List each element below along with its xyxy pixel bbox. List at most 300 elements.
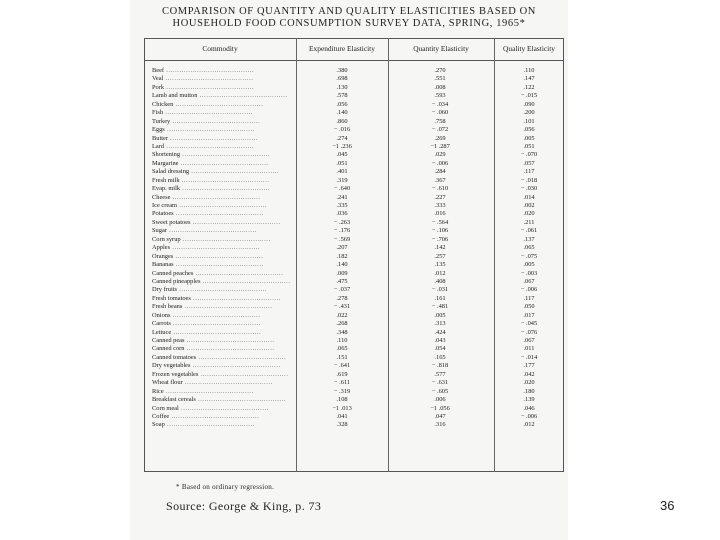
commodity-name: Margarine — [152, 159, 179, 167]
quality-elasticity-cell: .012 — [523, 421, 535, 429]
expenditure-elasticity-cell: .130 — [336, 83, 348, 91]
leader-dots: ........................................ — [200, 277, 291, 285]
expenditure-elasticity-cell: − .176 — [333, 227, 351, 235]
quality-elasticity-cell: .042 — [523, 370, 535, 378]
commodity-name: Pork — [152, 83, 165, 91]
commodity-name: Apples — [152, 244, 171, 252]
quantity-elasticity-cell: .012 — [434, 269, 446, 277]
quality-elasticity-cell: .180 — [523, 387, 535, 395]
commodity-cell — [152, 126, 298, 134]
commodity-cell — [152, 185, 298, 193]
table-row — [144, 312, 564, 320]
expenditure-elasticity-cell: − .319 — [333, 387, 351, 395]
commodity-cell — [152, 337, 298, 345]
source-citation: Source: George & King, p. 73 — [166, 499, 322, 513]
leader-dots: ........................................ — [177, 202, 268, 209]
table-row — [144, 151, 564, 159]
commodity-cell — [152, 413, 298, 421]
leader-dots: ........................................ — [190, 294, 281, 302]
quantity-elasticity-cell: −1 .056 — [430, 404, 450, 412]
quality-elasticity-cell: .090 — [523, 100, 535, 108]
commodity-name: Lamb and mutton — [152, 92, 198, 100]
expenditure-elasticity-cell: −1 .236 — [332, 142, 352, 150]
quality-elasticity-cell: − .030 — [520, 185, 538, 193]
quantity-elasticity-cell: .316 — [434, 421, 446, 429]
commodity-name: Sugar — [152, 227, 167, 235]
quantity-elasticity-cell: .047 — [434, 412, 446, 420]
scanned-table-page — [130, 0, 568, 540]
leader-dots: ........................................ — [178, 404, 269, 412]
commodity-cell — [152, 202, 298, 210]
leader-dots: ........................................ — [164, 421, 255, 429]
quantity-elasticity-cell: −1 .287 — [430, 142, 450, 150]
commodity-cell — [152, 236, 298, 244]
leader-dots: ........................................ — [177, 286, 268, 294]
commodity-cell — [152, 92, 298, 100]
quality-elasticity-cell: − .076 — [520, 328, 538, 336]
expenditure-elasticity-cell: .274 — [336, 134, 348, 142]
quantity-elasticity-cell: .005 — [434, 311, 446, 319]
leader-dots: ........................................ — [173, 261, 264, 269]
quality-elasticity-cell: .139 — [523, 396, 535, 404]
table-row — [144, 160, 564, 168]
expenditure-elasticity-cell: .348 — [336, 328, 348, 336]
leader-dots: ........................................ — [164, 67, 255, 74]
leader-dots: ........................................ — [178, 159, 269, 167]
quantity-elasticity-cell: − .818 — [431, 362, 449, 370]
commodity-name: Corn meal — [152, 404, 179, 412]
table-row — [144, 185, 564, 193]
commodity-cell — [152, 303, 298, 311]
expenditure-elasticity-cell: .335 — [336, 202, 348, 209]
table-row — [144, 371, 564, 379]
table-row — [144, 202, 564, 210]
commodity-cell — [152, 396, 298, 404]
quantity-elasticity-cell: .008 — [434, 83, 446, 91]
quantity-elasticity-cell: .142 — [434, 244, 446, 252]
table-row — [144, 118, 564, 126]
quantity-elasticity-cell: .270 — [434, 67, 446, 74]
leader-dots: ........................................ — [196, 353, 287, 361]
commodity-name: Canned corn — [152, 345, 185, 353]
leader-dots: ........................................ — [195, 396, 286, 404]
quantity-elasticity-cell: .165 — [434, 353, 446, 361]
quantity-elasticity-cell: .029 — [434, 151, 446, 159]
quality-elasticity-cell: .020 — [523, 210, 535, 218]
commodity-cell — [152, 177, 298, 185]
commodity-cell — [152, 388, 298, 396]
header-rule — [144, 60, 564, 61]
quality-elasticity-cell: − .045 — [520, 320, 538, 328]
expenditure-elasticity-cell: .056 — [336, 100, 348, 108]
expenditure-elasticity-cell: − .611 — [333, 379, 351, 387]
quality-elasticity-cell: .051 — [523, 142, 535, 150]
quantity-elasticity-cell: − .060 — [431, 109, 449, 117]
commodity-name: Breakfast cereals — [152, 396, 196, 404]
quality-elasticity-cell: − .006 — [520, 286, 538, 294]
commodity-name: Cheese — [152, 193, 171, 201]
quantity-elasticity-cell: .593 — [434, 92, 446, 100]
expenditure-elasticity-cell: .022 — [336, 311, 348, 319]
commodity-cell — [152, 320, 298, 328]
table-row — [144, 168, 564, 176]
table-row — [144, 135, 564, 143]
quality-elasticity-cell: .177 — [523, 362, 535, 370]
quantity-elasticity-cell: .006 — [434, 396, 446, 404]
quality-elasticity-cell: .122 — [523, 83, 535, 91]
quality-elasticity-cell: − .075 — [520, 252, 538, 260]
leader-dots: ........................................ — [170, 320, 261, 328]
commodity-name: Lettuce — [152, 328, 172, 336]
quantity-elasticity-cell: .551 — [434, 75, 446, 83]
quality-elasticity-cell: − .003 — [520, 269, 538, 277]
quantity-elasticity-cell: .367 — [434, 176, 446, 184]
leader-dots: ........................................ — [163, 387, 254, 395]
quantity-elasticity-cell: .257 — [434, 252, 446, 260]
commodity-cell — [152, 194, 298, 202]
table-row — [144, 388, 564, 396]
quality-elasticity-cell: .117 — [523, 168, 535, 176]
header-quality-elasticity: Quality Elasticity — [503, 44, 555, 53]
leader-dots: ........................................ — [190, 362, 281, 370]
commodity-name: Fresh beans — [152, 303, 183, 311]
commodity-name: Canned peas — [152, 337, 185, 344]
expenditure-elasticity-cell: − .431 — [333, 303, 351, 311]
expenditure-elasticity-cell: − .641 — [333, 362, 351, 370]
quantity-elasticity-cell: .333 — [434, 202, 446, 209]
quality-elasticity-cell: .211 — [523, 218, 535, 226]
quantity-elasticity-cell: .758 — [434, 117, 446, 125]
expenditure-elasticity-cell: − .016 — [333, 126, 351, 134]
table-body — [144, 67, 564, 430]
commodity-cell — [152, 143, 298, 151]
quantity-elasticity-cell: − .631 — [431, 379, 449, 387]
expenditure-elasticity-cell: .108 — [336, 396, 348, 404]
commodity-cell — [152, 295, 298, 303]
quality-elasticity-cell: − .061 — [520, 227, 538, 235]
commodity-name: Frozen vegetables — [152, 370, 199, 378]
quantity-elasticity-cell: − .481 — [431, 303, 449, 311]
table-row — [144, 67, 564, 75]
quality-elasticity-cell: .005 — [523, 134, 535, 142]
quality-elasticity-cell: .014 — [523, 193, 535, 201]
quantity-elasticity-cell: .269 — [434, 134, 446, 142]
table-row — [144, 278, 564, 286]
commodity-cell — [152, 101, 298, 109]
commodity-name: Turkey — [152, 117, 171, 125]
table-row — [144, 295, 564, 303]
table-row — [144, 329, 564, 337]
table-row — [144, 244, 564, 252]
expenditure-elasticity-cell: − .569 — [333, 235, 351, 243]
leader-dots: ........................................ — [193, 269, 284, 277]
commodity-cell — [152, 244, 298, 252]
leader-dots: ........................................ — [173, 252, 264, 260]
commodity-cell — [152, 67, 298, 75]
quality-elasticity-cell: − .015 — [520, 92, 538, 100]
leader-dots: ........................................ — [170, 311, 261, 319]
table-row — [144, 194, 564, 202]
table-row — [144, 270, 564, 278]
table-row — [144, 337, 564, 345]
table-row — [144, 379, 564, 387]
commodity-name: Wheat flour — [152, 379, 183, 387]
leader-dots: ........................................ — [198, 370, 289, 378]
quantity-elasticity-cell: .577 — [434, 370, 446, 378]
commodity-cell — [152, 151, 298, 159]
quality-elasticity-cell: .005 — [523, 261, 535, 269]
leader-dots: ........................................ — [171, 328, 262, 336]
commodity-cell — [152, 371, 298, 379]
commodity-cell — [152, 227, 298, 235]
quality-elasticity-cell: .002 — [523, 202, 535, 209]
table-row — [144, 177, 564, 185]
expenditure-elasticity-cell: .140 — [336, 109, 348, 117]
commodity-cell — [152, 75, 298, 83]
title-line-2: HOUSEHOLD FOOD CONSUMPTION SURVEY DATA, SPRING, 1965* — [172, 18, 526, 29]
quantity-elasticity-cell: − .006 — [431, 159, 449, 167]
expenditure-elasticity-cell: .045 — [336, 151, 348, 159]
header-quantity-elasticity: Quantity Elasticity — [413, 44, 469, 53]
quantity-elasticity-cell: − .034 — [431, 100, 449, 108]
commodity-name: Bananas — [152, 261, 174, 269]
commodity-cell — [152, 278, 298, 286]
quality-elasticity-cell: .050 — [523, 303, 535, 311]
leader-dots: ........................................ — [167, 134, 259, 142]
commodity-name: Carrots — [152, 320, 171, 328]
quality-elasticity-cell: .020 — [523, 379, 535, 387]
quantity-elasticity-cell: .424 — [434, 328, 446, 336]
table-row — [144, 143, 564, 151]
table-row — [144, 405, 564, 413]
quality-elasticity-cell: − .018 — [520, 176, 538, 184]
expenditure-elasticity-cell: .268 — [336, 320, 348, 328]
quality-elasticity-cell: .067 — [523, 277, 535, 285]
commodity-name: Dry vegetables — [152, 362, 191, 370]
quality-elasticity-cell: .017 — [523, 311, 535, 319]
quality-elasticity-cell: .200 — [523, 109, 535, 117]
table-row — [144, 236, 564, 244]
expenditure-elasticity-cell: − .037 — [333, 286, 351, 294]
commodity-cell — [152, 84, 298, 92]
table-row — [144, 286, 564, 294]
expenditure-elasticity-cell: .065 — [336, 345, 348, 353]
expenditure-elasticity-cell: .328 — [336, 421, 348, 429]
header-commodity: Commodity — [202, 44, 238, 53]
commodity-name: Beef — [152, 67, 165, 74]
quantity-elasticity-cell: − .706 — [431, 235, 449, 243]
commodity-name: Fish — [152, 109, 164, 117]
commodity-name: Canned peaches — [152, 269, 194, 277]
quality-elasticity-cell: − .014 — [520, 353, 538, 361]
quantity-elasticity-cell: − .072 — [431, 126, 449, 134]
leader-dots: ........................................ — [163, 109, 254, 117]
quality-elasticity-cell: .101 — [523, 117, 535, 125]
quantity-elasticity-cell: − .605 — [431, 387, 449, 395]
commodity-cell — [152, 270, 298, 278]
quality-elasticity-cell: .110 — [523, 67, 535, 74]
leader-dots: ........................................ — [179, 176, 270, 184]
commodity-name: Ice cream — [152, 202, 178, 209]
quality-elasticity-cell: .011 — [523, 345, 535, 353]
quality-elasticity-cell: .065 — [523, 244, 535, 252]
leader-dots: ........................................ — [164, 83, 255, 91]
commodity-cell — [152, 109, 298, 117]
quantity-elasticity-cell: .161 — [434, 294, 446, 302]
expenditure-elasticity-cell: .319 — [336, 176, 348, 184]
expenditure-elasticity-cell: .698 — [336, 75, 348, 83]
quality-elasticity-cell: .137 — [523, 235, 535, 243]
leader-dots: ........................................ — [180, 185, 271, 193]
commodity-name: Rice — [152, 387, 164, 395]
table-row — [144, 227, 564, 235]
leader-dots: ........................................ — [189, 168, 280, 176]
slide-page-number: 36 — [660, 498, 675, 513]
commodity-name: Coffee — [152, 412, 170, 420]
leader-dots: ........................................ — [164, 126, 255, 134]
commodity-name: Dry fruits — [152, 286, 178, 294]
commodity-cell — [152, 379, 298, 387]
expenditure-elasticity-cell: .380 — [336, 67, 348, 74]
expenditure-elasticity-cell: .041 — [336, 412, 348, 420]
commodity-name: Evap. milk — [152, 185, 181, 193]
commodity-name: Potatoes — [152, 210, 174, 218]
quality-elasticity-cell: − .006 — [520, 412, 538, 420]
commodity-name: Soap — [152, 421, 165, 429]
expenditure-elasticity-cell: .009 — [336, 269, 348, 277]
table-row — [144, 253, 564, 261]
expenditure-elasticity-cell: − .640 — [333, 185, 351, 193]
expenditure-elasticity-cell: − .263 — [333, 218, 351, 226]
quantity-elasticity-cell: − .564 — [431, 218, 449, 226]
leader-dots: ........................................ — [163, 75, 254, 83]
commodity-name: Canned tomatoes — [152, 353, 197, 361]
expenditure-elasticity-cell: .475 — [336, 277, 348, 285]
leader-dots: ........................................ — [169, 412, 260, 420]
table-row — [144, 261, 564, 269]
commodity-name: Fresh milk — [152, 176, 180, 184]
expenditure-elasticity-cell: −1 .013 — [332, 404, 352, 412]
quality-elasticity-cell: − .070 — [520, 151, 538, 159]
expenditure-elasticity-cell: .860 — [336, 117, 348, 125]
quantity-elasticity-cell: − .106 — [431, 227, 449, 235]
table-row — [144, 362, 564, 370]
expenditure-elasticity-cell: .278 — [336, 294, 348, 302]
quantity-elasticity-cell: − .031 — [431, 286, 449, 294]
leader-dots: ........................................ — [173, 100, 264, 108]
quantity-elasticity-cell: .408 — [434, 277, 446, 285]
commodity-cell — [152, 354, 298, 362]
commodity-cell — [152, 421, 298, 429]
quantity-elasticity-cell: .227 — [434, 193, 446, 201]
leader-dots: ........................................ — [190, 218, 281, 226]
table-row — [144, 421, 564, 429]
quality-elasticity-cell: .046 — [523, 404, 535, 412]
expenditure-elasticity-cell: .207 — [336, 244, 348, 252]
expenditure-elasticity-cell: .619 — [336, 370, 348, 378]
commodity-name: Onions — [152, 311, 171, 319]
title-line-1: COMPARISON OF QUANTITY AND QUALITY ELASTICITIES BASED ON — [162, 6, 536, 17]
table-row — [144, 354, 564, 362]
commodity-cell — [152, 118, 298, 126]
commodity-name: Veal — [152, 75, 164, 83]
quality-elasticity-cell: .147 — [523, 75, 535, 83]
leader-dots: ........................................ — [182, 303, 273, 311]
commodity-cell — [152, 312, 298, 320]
leader-dots: ........................................ — [170, 244, 261, 252]
table-row — [144, 219, 564, 227]
leader-dots: ........................................ — [180, 235, 271, 243]
commodity-cell — [152, 210, 298, 218]
commodity-cell — [152, 261, 298, 269]
table-row — [144, 396, 564, 404]
commodity-cell — [152, 168, 298, 176]
quantity-elasticity-cell: .284 — [434, 168, 446, 176]
leader-dots: ........................................ — [182, 379, 273, 387]
header-expenditure-elasticity: Expenditure Elasticity — [309, 44, 375, 53]
commodity-name: Eggs — [152, 126, 165, 134]
expenditure-elasticity-cell: .151 — [336, 353, 348, 361]
table-row — [144, 303, 564, 311]
quality-elasticity-cell: .117 — [523, 294, 535, 302]
commodity-name: Butter — [152, 134, 168, 142]
commodity-name: Chicken — [152, 100, 174, 108]
quantity-elasticity-cell: − .610 — [431, 185, 449, 193]
table-title — [130, 6, 568, 30]
commodity-cell — [152, 253, 298, 261]
commodity-name: Canned pineapples — [152, 277, 201, 285]
expenditure-elasticity-cell: .110 — [336, 337, 348, 344]
commodity-cell — [152, 219, 298, 227]
leader-dots: ........................................ — [184, 345, 275, 353]
table-row — [144, 84, 564, 92]
expenditure-elasticity-cell: .401 — [336, 168, 348, 176]
table-row — [144, 320, 564, 328]
table-row — [144, 92, 564, 100]
commodity-cell — [152, 362, 298, 370]
quality-elasticity-cell: .067 — [523, 337, 535, 344]
leader-dots: ........................................ — [184, 337, 275, 344]
commodity-name: Lard — [152, 142, 165, 150]
leader-dots: ........................................ — [166, 227, 258, 235]
commodity-cell — [152, 286, 298, 294]
leader-dots: ........................................ — [197, 92, 288, 100]
commodity-cell — [152, 345, 298, 353]
expenditure-elasticity-cell: .241 — [336, 193, 348, 201]
commodity-name: Sweet potatoes — [152, 218, 191, 226]
quantity-elasticity-cell: .043 — [434, 337, 446, 344]
quantity-elasticity-cell: .054 — [434, 345, 446, 353]
quality-elasticity-cell: .056 — [523, 126, 535, 134]
leader-dots: ........................................ — [180, 151, 271, 159]
leader-dots: ........................................ — [164, 142, 255, 150]
table-row — [144, 210, 564, 218]
quantity-elasticity-cell: .016 — [434, 210, 446, 218]
commodity-cell — [152, 329, 298, 337]
expenditure-elasticity-cell: .182 — [336, 252, 348, 260]
commodity-name: Salad dressing — [152, 168, 190, 176]
expenditure-elasticity-cell: .036 — [336, 210, 348, 218]
leader-dots: ........................................ — [170, 193, 261, 201]
commodity-name: Oranges — [152, 252, 174, 260]
leader-dots: ........................................ — [170, 117, 261, 125]
table-row — [144, 345, 564, 353]
table-row — [144, 109, 564, 117]
commodity-name: Shortening — [152, 151, 181, 159]
commodity-name: Fresh tomatoes — [152, 294, 191, 302]
quality-elasticity-cell: .057 — [523, 159, 535, 167]
leader-dots: ........................................ — [173, 210, 264, 218]
